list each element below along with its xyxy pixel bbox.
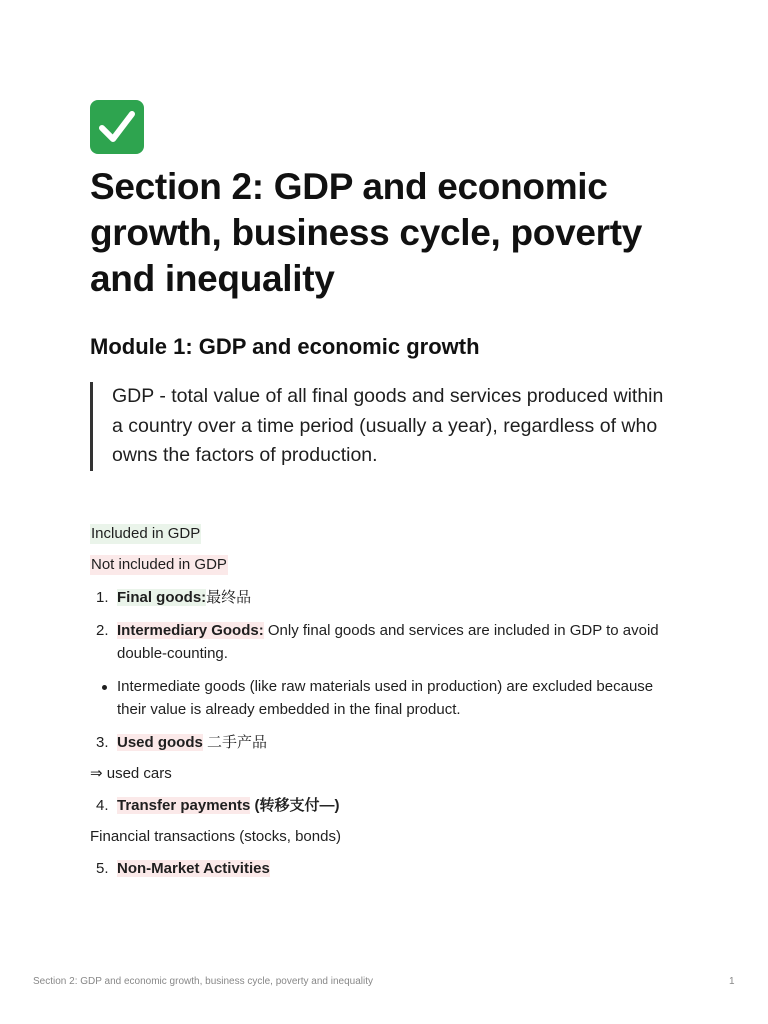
check-mark-icon — [90, 100, 144, 154]
term-final-goods: Final goods: — [117, 588, 207, 606]
page-title: Section 2: GDP and economic growth, business cycle, poverty and inequality — [90, 166, 643, 299]
list-item-used-goods — [90, 731, 680, 754]
list-marker: 1. — [96, 588, 109, 606]
bullet-text: Intermediate goods (like raw materials used in production) are excluded because their value is already embedded in the final product. — [117, 677, 654, 718]
term-description: 二手产品 — [202, 733, 268, 751]
bullet-icon — [102, 685, 107, 690]
term-description: Only final goods and services are included in GDP to avoid double-counting. — [117, 621, 659, 662]
legend-not-included: Not included in GDP — [91, 555, 227, 573]
term-description: 最终品 — [206, 588, 252, 606]
definition-quote: GDP - total value of all final goods and services produced within a country over a time period (usually a year), regardless of who owns the factors of production. — [90, 382, 672, 471]
list-item-intermediary-goods — [90, 619, 680, 665]
term-description: (转移支付—) — [250, 796, 340, 814]
page-number: 1 — [729, 976, 735, 987]
list-item-final-goods — [90, 586, 680, 609]
note-used-cars: ⇒ used cars — [90, 764, 172, 782]
list-marker: 5. — [96, 859, 109, 877]
list-marker: 2. — [96, 621, 109, 639]
list-marker: 4. — [96, 796, 109, 814]
list-item-transfer-payments — [90, 794, 680, 817]
page-content — [90, 100, 680, 880]
list-item-non-market — [90, 857, 680, 880]
module-title: Module 1: GDP and economic growth — [90, 334, 480, 359]
term-used-goods: Used goods — [117, 733, 203, 751]
legend-included: Included in GDP — [91, 524, 201, 542]
list-item-bullet — [90, 675, 680, 721]
term-intermediary-goods: Intermediary Goods: — [117, 621, 264, 639]
footer-title: Section 2: GDP and economic growth, business cycle, poverty and inequality — [33, 976, 373, 987]
term-non-market-activities: Non-Market Activities — [117, 859, 270, 877]
term-transfer-payments: Transfer payments — [117, 796, 251, 814]
list-marker: 3. — [96, 733, 109, 751]
note-financial-transactions: Financial transactions (stocks, bonds) — [90, 827, 341, 845]
